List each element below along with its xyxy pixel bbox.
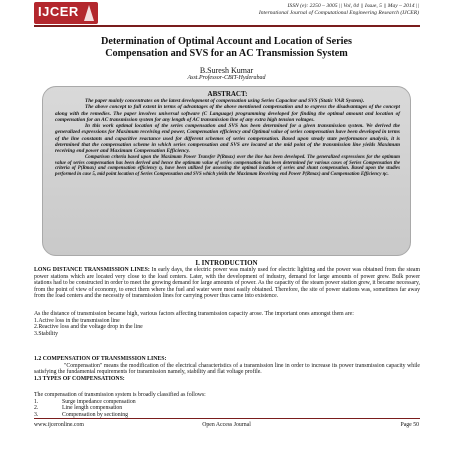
author-affiliation: Asst.Professor-CBIT-Hyderabad bbox=[187, 75, 266, 81]
abstract-body bbox=[55, 98, 400, 178]
paper-title bbox=[30, 36, 423, 59]
abstract-paragraph: The paper mainly concentrates on the latest development of compensation using Series Capacitor and SVS (Static VAR System). bbox=[85, 98, 365, 104]
abstract-paragraph: Comparison criteria based upon the Maximum Power Transfer P(Rmax) over the line has been developed. The generalized expressions for the optimum value of series compensation has been derived and hence the optimum value of series compensation has been determined for various cases of Series Compensation the criteria of P(Rmax) and compensation efficiency η, have been utilized for assessing the optimal location of series and shunt compensation. Based upon the studies performed in case 5, mid point location of Series Compensation and SVS which yields the Maximum Receiving end Power P(Rmax) and Compensation Efficiency ηc. bbox=[55, 154, 400, 178]
logo-text: IJCER bbox=[38, 4, 79, 19]
footer-website-link[interactable]: www.ijceronline.com bbox=[34, 422, 84, 428]
logo-arrow-icon bbox=[84, 5, 94, 21]
footer-divider bbox=[34, 418, 420, 419]
intro-text: In early days, the electric power was mainly used for electric lighting and the power was obtained from the steam power stations which are located very close to the load centers. Later, with the development of industry, demand for large amounts of power grew. Bulk power stations had to be constructed in order to meet the growing demand for large amounts of power. As the capacity of the steam power station grew, it became necessary, from the point of view of economy, to erect them where the fuel and water were most easily obtained. Therefore, the site of power stations was, sometimes far away from the load centers and the necessity of transmission lines for carrying power thus came into existence. bbox=[34, 267, 420, 300]
subsection-heading: 1.2 COMPENSATION OF TRANSMISSION LINES: bbox=[34, 356, 167, 362]
subsection-heading: 1.3 TYPES OF COMPENSATIONS: bbox=[34, 375, 125, 382]
list-item: 2.Reactive loss and the voltage drop in the line bbox=[34, 324, 143, 331]
author-name: B.Suresh Kumar bbox=[199, 66, 254, 75]
abstract-heading: ABSTRACT: bbox=[207, 90, 248, 98]
journal-header bbox=[0, 0, 453, 30]
header-divider bbox=[34, 25, 420, 27]
abstract-paragraph: The above concept to full extent in terms of advantages of the above mentioned compensation and to express the disadvantages of the concept along with the remedies. The paper involves universal software (C Language) programming developed for finding the optimal amount and location of compensation for an AC transmission system for any length of AC transmission line of any extra high tension voltages. bbox=[55, 104, 400, 123]
list-item: 1.Active loss in the transmission line bbox=[34, 317, 120, 324]
journal-logo bbox=[34, 2, 98, 24]
title-line-2: Compensation and SVS for an AC Transmission System bbox=[105, 47, 348, 59]
list-item: 3.Stability bbox=[34, 330, 58, 337]
factors-intro: As the distance of transmission became high, various factors affecting transmission capacity arose. The important ones amongst them are: bbox=[34, 311, 354, 317]
title-line-1: Determination of Optimal Account and Location of Series bbox=[101, 36, 352, 47]
intro-lead: LONG DISTANCE TRANSMISSION LINES: bbox=[34, 267, 150, 273]
list-item: 2. Line length compensation bbox=[34, 405, 123, 412]
footer-access-label: Open Access Journal bbox=[202, 422, 251, 428]
journal-name: International Journal of Computational Engineering Research (IJCER) bbox=[258, 10, 419, 16]
intro-paragraph-2 bbox=[34, 311, 420, 337]
compensation-types bbox=[34, 392, 420, 418]
compensation-section bbox=[34, 356, 420, 382]
abstract-box bbox=[42, 86, 411, 256]
intro-paragraph-1 bbox=[34, 267, 420, 300]
list-item: 3. Compensation by sectioning bbox=[34, 411, 129, 418]
page-number: Page 50 bbox=[400, 422, 419, 428]
list-item: 1. Surge impedance compensation bbox=[34, 398, 136, 405]
subsection-text: "Compensation" means the modification of the electrical characteristics of a transmission line in order to increase its power transmission capacity while satisfying the fundamental requirements for transmission namely, stability and flat voltage profile. bbox=[34, 362, 420, 376]
issn-line: ISSN (e): 2250 – 3005 || Vol, 04 || Issue, 5 || May – 2014 || bbox=[287, 3, 419, 9]
types-intro: The compensation of transmission system is broadly classified as follows: bbox=[34, 392, 206, 398]
section-heading-introduction: I. INTRODUCTION bbox=[195, 259, 258, 267]
abstract-paragraph: In this work optimal location of the series compensation and SVS has been determined for a given transmission system. We derived the generalized expressions for Maximum receiving end power, Compensation efficiency and Optimal value of series compensation have been developed in terms of the line constants and capacitive reactance used for different schemes of series compensation. Based upon steady state performance analysis, it is determined that the compensation scheme in which series compensation and SVS are located at the mid point of the transmission line yields Maximum receiving end power and Maximum Compensation Efficiency. bbox=[55, 123, 400, 155]
